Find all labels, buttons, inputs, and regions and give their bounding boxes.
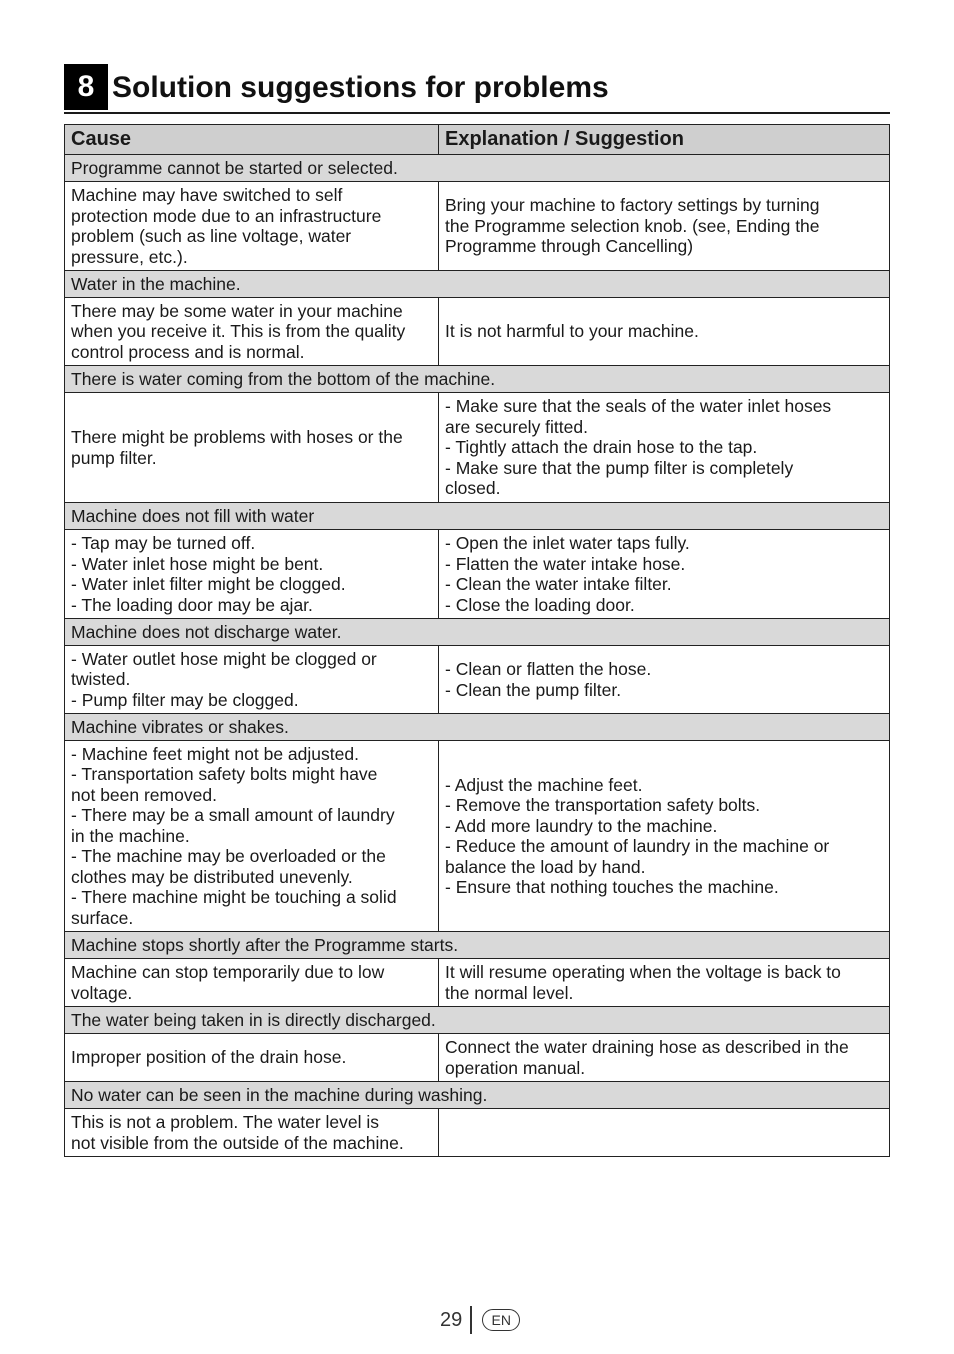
column-header-cause: Cause [65, 125, 439, 155]
suggestion-cell: - Adjust the machine feet. - Remove the transportation safety bolts. - Add more laundry to the machine. - Reduce the amount of laundry in the machine or balance the load by hand. - Ensure that nothing touches the machine. [439, 741, 890, 932]
problem-title: Machine does not fill with water [65, 503, 890, 530]
column-header-explanation: Explanation / Suggestion [439, 125, 890, 155]
problem-title: Machine stops shortly after the Programme starts. [65, 932, 890, 959]
table-row [65, 393, 890, 503]
problem-row [65, 1007, 890, 1034]
problem-row [65, 271, 890, 298]
table-row [65, 646, 890, 714]
troubleshooting-table [64, 124, 890, 1157]
problem-row [65, 366, 890, 393]
table-row [65, 959, 890, 1007]
table-row [65, 1034, 890, 1082]
problem-title: No water can be seen in the machine during washing. [65, 1082, 890, 1109]
chapter-number-badge: 8 [64, 64, 108, 110]
page-title: Solution suggestions for problems [112, 71, 609, 104]
problem-row [65, 619, 890, 646]
suggestion-cell [439, 1109, 890, 1157]
problem-title: The water being taken in is directly discharged. [65, 1007, 890, 1034]
problem-title: Water in the machine. [65, 271, 890, 298]
suggestion-cell: - Clean or flatten the hose. - Clean the pump filter. [439, 646, 890, 714]
footer-divider [470, 1306, 472, 1334]
cause-cell: There may be some water in your machine when you receive it. This is from the quality control process and is normal. [65, 298, 439, 366]
problem-title: There is water coming from the bottom of the machine. [65, 366, 890, 393]
cause-cell: - Water outlet hose might be clogged or twisted. - Pump filter may be clogged. [65, 646, 439, 714]
problem-row [65, 932, 890, 959]
problem-row [65, 1082, 890, 1109]
problem-title: Programme cannot be started or selected. [65, 155, 890, 182]
problem-row [65, 155, 890, 182]
problem-row [65, 714, 890, 741]
cause-cell: - Tap may be turned off. - Water inlet hose might be bent. - Water inlet filter might be clogged. - The loading door may be ajar. [65, 530, 439, 619]
table-row [65, 530, 890, 619]
table-row [65, 298, 890, 366]
table-row [65, 182, 890, 271]
table-header-row [65, 125, 890, 155]
suggestion-cell: Bring your machine to factory settings by turning the Programme selection knob. (see, Ending the Programme through Cancelling) [439, 182, 890, 271]
suggestion-cell: Connect the water draining hose as described in the operation manual. [439, 1034, 890, 1082]
suggestion-cell: - Open the inlet water taps fully. - Flatten the water intake hose. - Clean the water intake filter. - Close the loading door. [439, 530, 890, 619]
language-badge: EN [482, 1309, 520, 1331]
cause-cell: This is not a problem. The water level is not visible from the outside of the machine. [65, 1109, 439, 1157]
table-row [65, 741, 890, 932]
page-number: 29 [440, 1308, 463, 1331]
cause-cell: Machine may have switched to self protection mode due to an infrastructure problem (such as line voltage, water pressure, etc.). [65, 182, 439, 271]
suggestion-cell: It is not harmful to your machine. [439, 298, 890, 366]
cause-cell: Machine can stop temporarily due to low voltage. [65, 959, 439, 1007]
problem-row [65, 503, 890, 530]
problem-title: Machine vibrates or shakes. [65, 714, 890, 741]
cause-cell: - Machine feet might not be adjusted. - Transportation safety bolts might have not been removed. - There may be a small amount of laundry in the machine. - The machine may be overloaded or the clothes may be distributed unevenly. - There machine might be touching a solid surface. [65, 741, 439, 932]
section-header [64, 64, 890, 114]
cause-cell: Improper position of the drain hose. [65, 1034, 439, 1082]
suggestion-cell: It will resume operating when the voltage is back to the normal level. [439, 959, 890, 1007]
problem-title: Machine does not discharge water. [65, 619, 890, 646]
table-row [65, 1109, 890, 1157]
suggestion-cell: - Make sure that the seals of the water inlet hoses are securely fitted. - Tightly attach the drain hose to the tap. - Make sure that the pump filter is completely closed. [439, 393, 890, 503]
cause-cell: There might be problems with hoses or the pump filter. [65, 393, 439, 503]
page-footer [440, 1305, 520, 1335]
